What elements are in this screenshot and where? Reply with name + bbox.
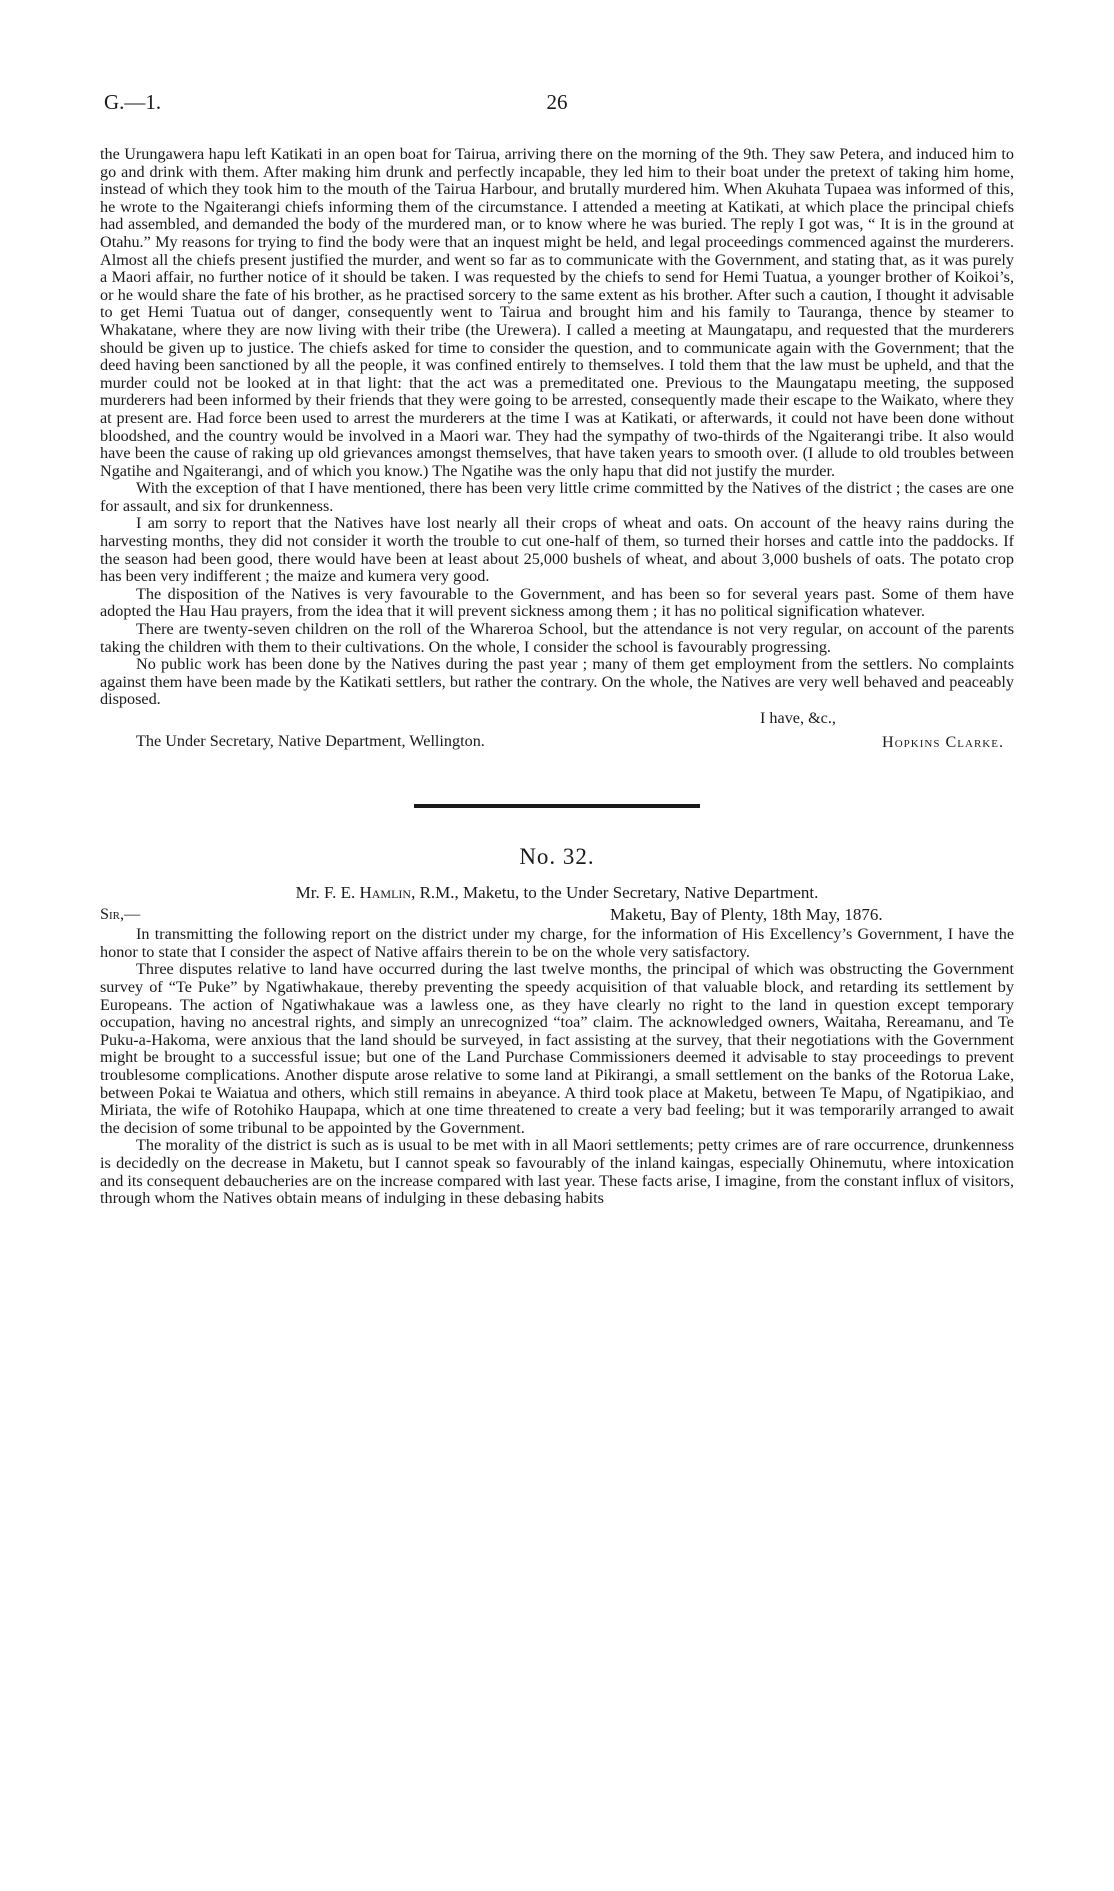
- heading-name: Hamlin: [359, 882, 412, 902]
- heading-rest: , R.M., Maketu, to the Under Secretary, Native Department.: [411, 882, 819, 902]
- paragraph: Three disputes relative to land have occurred during the last twelve months, the principal of which was obstructing the Government survey of “Te Puke” by Ngatiwhakaue, thereby preventing the speedy acquisition of that valuable block, and retarding its settlement by Europeans. The action of Ngatiwhakaue was a lawless one, as they have clearly no right to the land in question except temporary occupation, having no ancestral rights, and simply an unrecognized “toa” claim. The acknowledged owners, Waitaha, Rereamanu, and Te Puku-a-Hakoma, were anxious that the land should be surveyed, in fact assisting at the survey, that their negotiations with the Government might be brought to a successful issue; but one of the Land Purchase Commissioners deemed it advisable to stay proceedings to prevent troublesome complications. Another dispute arose relative to some land at Pikirangi, a small settlement on the banks of the Rotorua Lake, between Pokai te Waiatua and others, which still remains in abeyance. A third took place at Maketu, between Te Mapu, of Ngatipikiao, and Miriata, the wife of Rotohiko Haupapa, which at one time threatened to create a very bad feeling; but it was temporarily arranged to await the decision of some tribunal to be appointed by the Government.: [100, 960, 1014, 1137]
- paragraph: the Urungawera hapu left Katikati in an open boat for Tairua, arriving there on the morning of the 9th. They saw Petera, and induced him to go and drink with them. After making him drunk and perfectly incapable, they led him to their boat under the pretext of taking him home, instead of which they took him to the mouth of the Tairua Harbour, and brutally murdered him. When Akuhata Tupaea was informed of this, he wrote to the Ngaiterangi chiefs informing them of the circumstance. I attended a meeting at Katikati, at which place the principal chiefs had assembled, and demanded the body of the murdered man, or to know where he was buried. The reply I got was, “ It is in the ground at Otahu.” My reasons for trying to find the body were that an inquest might be held, and legal proceedings commenced against the murderers. Almost all the chiefs present justified the murder, and went so far as to communicate with the Government, and stating that, as it was purely a Maori affair, no further notice of it should be taken. I was requested by the chiefs to send for Hemi Tuatua, a younger brother of Koikoi’s, or he would share the fate of his brother, as he practised sorcery to the same extent as his brother. After such a caution, I thought it advisable to get Hemi Tuatua out of danger, consequently went to Tairua and brought him and his family to Tauranga, thence by steamer to Whakatane, where they are now living with their tribe (the Urewera). I called a meeting at Maungatapu, and requested that the murderers should be given up to justice. The chiefs asked for time to consider the question, and to communicate again with the Government; that the deed having been sanctioned by all the people, it was confined entirely to themselves. I told them that the law must be upheld, and that the murder could not be looked at in that light: that the act was a premeditated one. Previous to the Maungatapu meeting, the supposed murderers had been informed by their friends that they were going to be arrested, consequently made their escape to the Waikato, where they at present are. Had force been used to arrest the murderers at the time I was at Katikati, or afterwards, it could not have been done without bloodshed, and the country would be involved in a Maori war. They had the sympathy of two-thirds of the Ngaiterangi tribe. It also would have been the cause of raking up old grievances amongst themselves, that have taken years to smooth over. (I allude to old troubles between Ngatihe and Ngaiterangi, and of which you know.) The Ngatihe was the only hapu that did not justify the murder.: [100, 145, 1014, 480]
- paragraph: The morality of the district is such as is usual to be met with in all Maori settlements; petty crimes are of rare occurrence, drunkenness is decidedly on the decrease in Maketu, but I cannot speak so favourably of the inland kaingas, especially Ohinemutu, where intoxication and its consequent debaucheries are on the increase compared with last year. These facts arise, I imagine, from the constant influx of visitors, through whom the Natives obtain means of indulging in these debasing habits: [100, 1136, 1014, 1208]
- heading-prefix: Mr. F. E.: [295, 882, 356, 902]
- paragraph: With the exception of that I have mentioned, there has been very little crime committed by the Natives of the district ; the cases are one for assault, and six for drunkenness.: [100, 479, 1014, 515]
- document-body: [100, 146, 1014, 1208]
- salutation-line: [100, 906, 1014, 926]
- letter-heading: [100, 884, 1014, 902]
- paragraph: In transmitting the following report on the district under my charge, for the information of His Excellency’s Government, I have the honor to state that I consider the aspect of Native affairs therein to be on the whole very satisfactory.: [100, 925, 1014, 961]
- page-header: [96, 90, 1018, 120]
- section-divider: [414, 804, 700, 808]
- paragraph: The disposition of the Natives is very favourable to the Government, and has been so for several years past. Some of them have adopted the Hau Hau prayers, from the idea that it will prevent sickness among them ; it has no political signification whatever.: [100, 584, 1014, 621]
- salutation: Sir,—: [100, 905, 141, 924]
- paragraph: There are twenty-seven children on the roll of the Whareroa School, but the attendance is not very regular, on account of the parents taking the children with them to their cultivations. On the whole, I consider the school is favourably progressing.: [100, 620, 1014, 656]
- paragraph: I am sorry to report that the Natives have lost nearly all their crops of wheat and oats. On account of the heavy rains during the harvesting months, they did not consider it worth the trouble to cut one-half of them, so turned their horses and cattle into the paddocks. If the season had been good, there would have been at least about 25,000 bushels of wheat, and about 3,000 bushels of oats. The potato crop has been very indifferent ; the maize and kumera very good.: [100, 514, 1014, 586]
- addressee-line: The Under Secretary, Native Department, Wellington.: [136, 732, 485, 750]
- letter-number-heading: No. 32.: [519, 844, 595, 869]
- page-number: 26: [546, 90, 568, 114]
- place-and-date: Maketu, Bay of Plenty, 18th May, 1876.: [610, 905, 883, 925]
- signature: Hopkins Clarke.: [882, 733, 1004, 751]
- signoff-block: [100, 710, 1014, 762]
- closing-phrase: I have, &c.,: [760, 709, 836, 727]
- paragraph: No public work has been done by the Natives during the past year ; many of them get employment from the settlers. No complaints against them have been made by the Katikati settlers, but rather the contrary. On the whole, the Natives are very well behaved and peaceably disposed.: [100, 655, 1014, 709]
- page-reference: G.—1.: [104, 90, 162, 114]
